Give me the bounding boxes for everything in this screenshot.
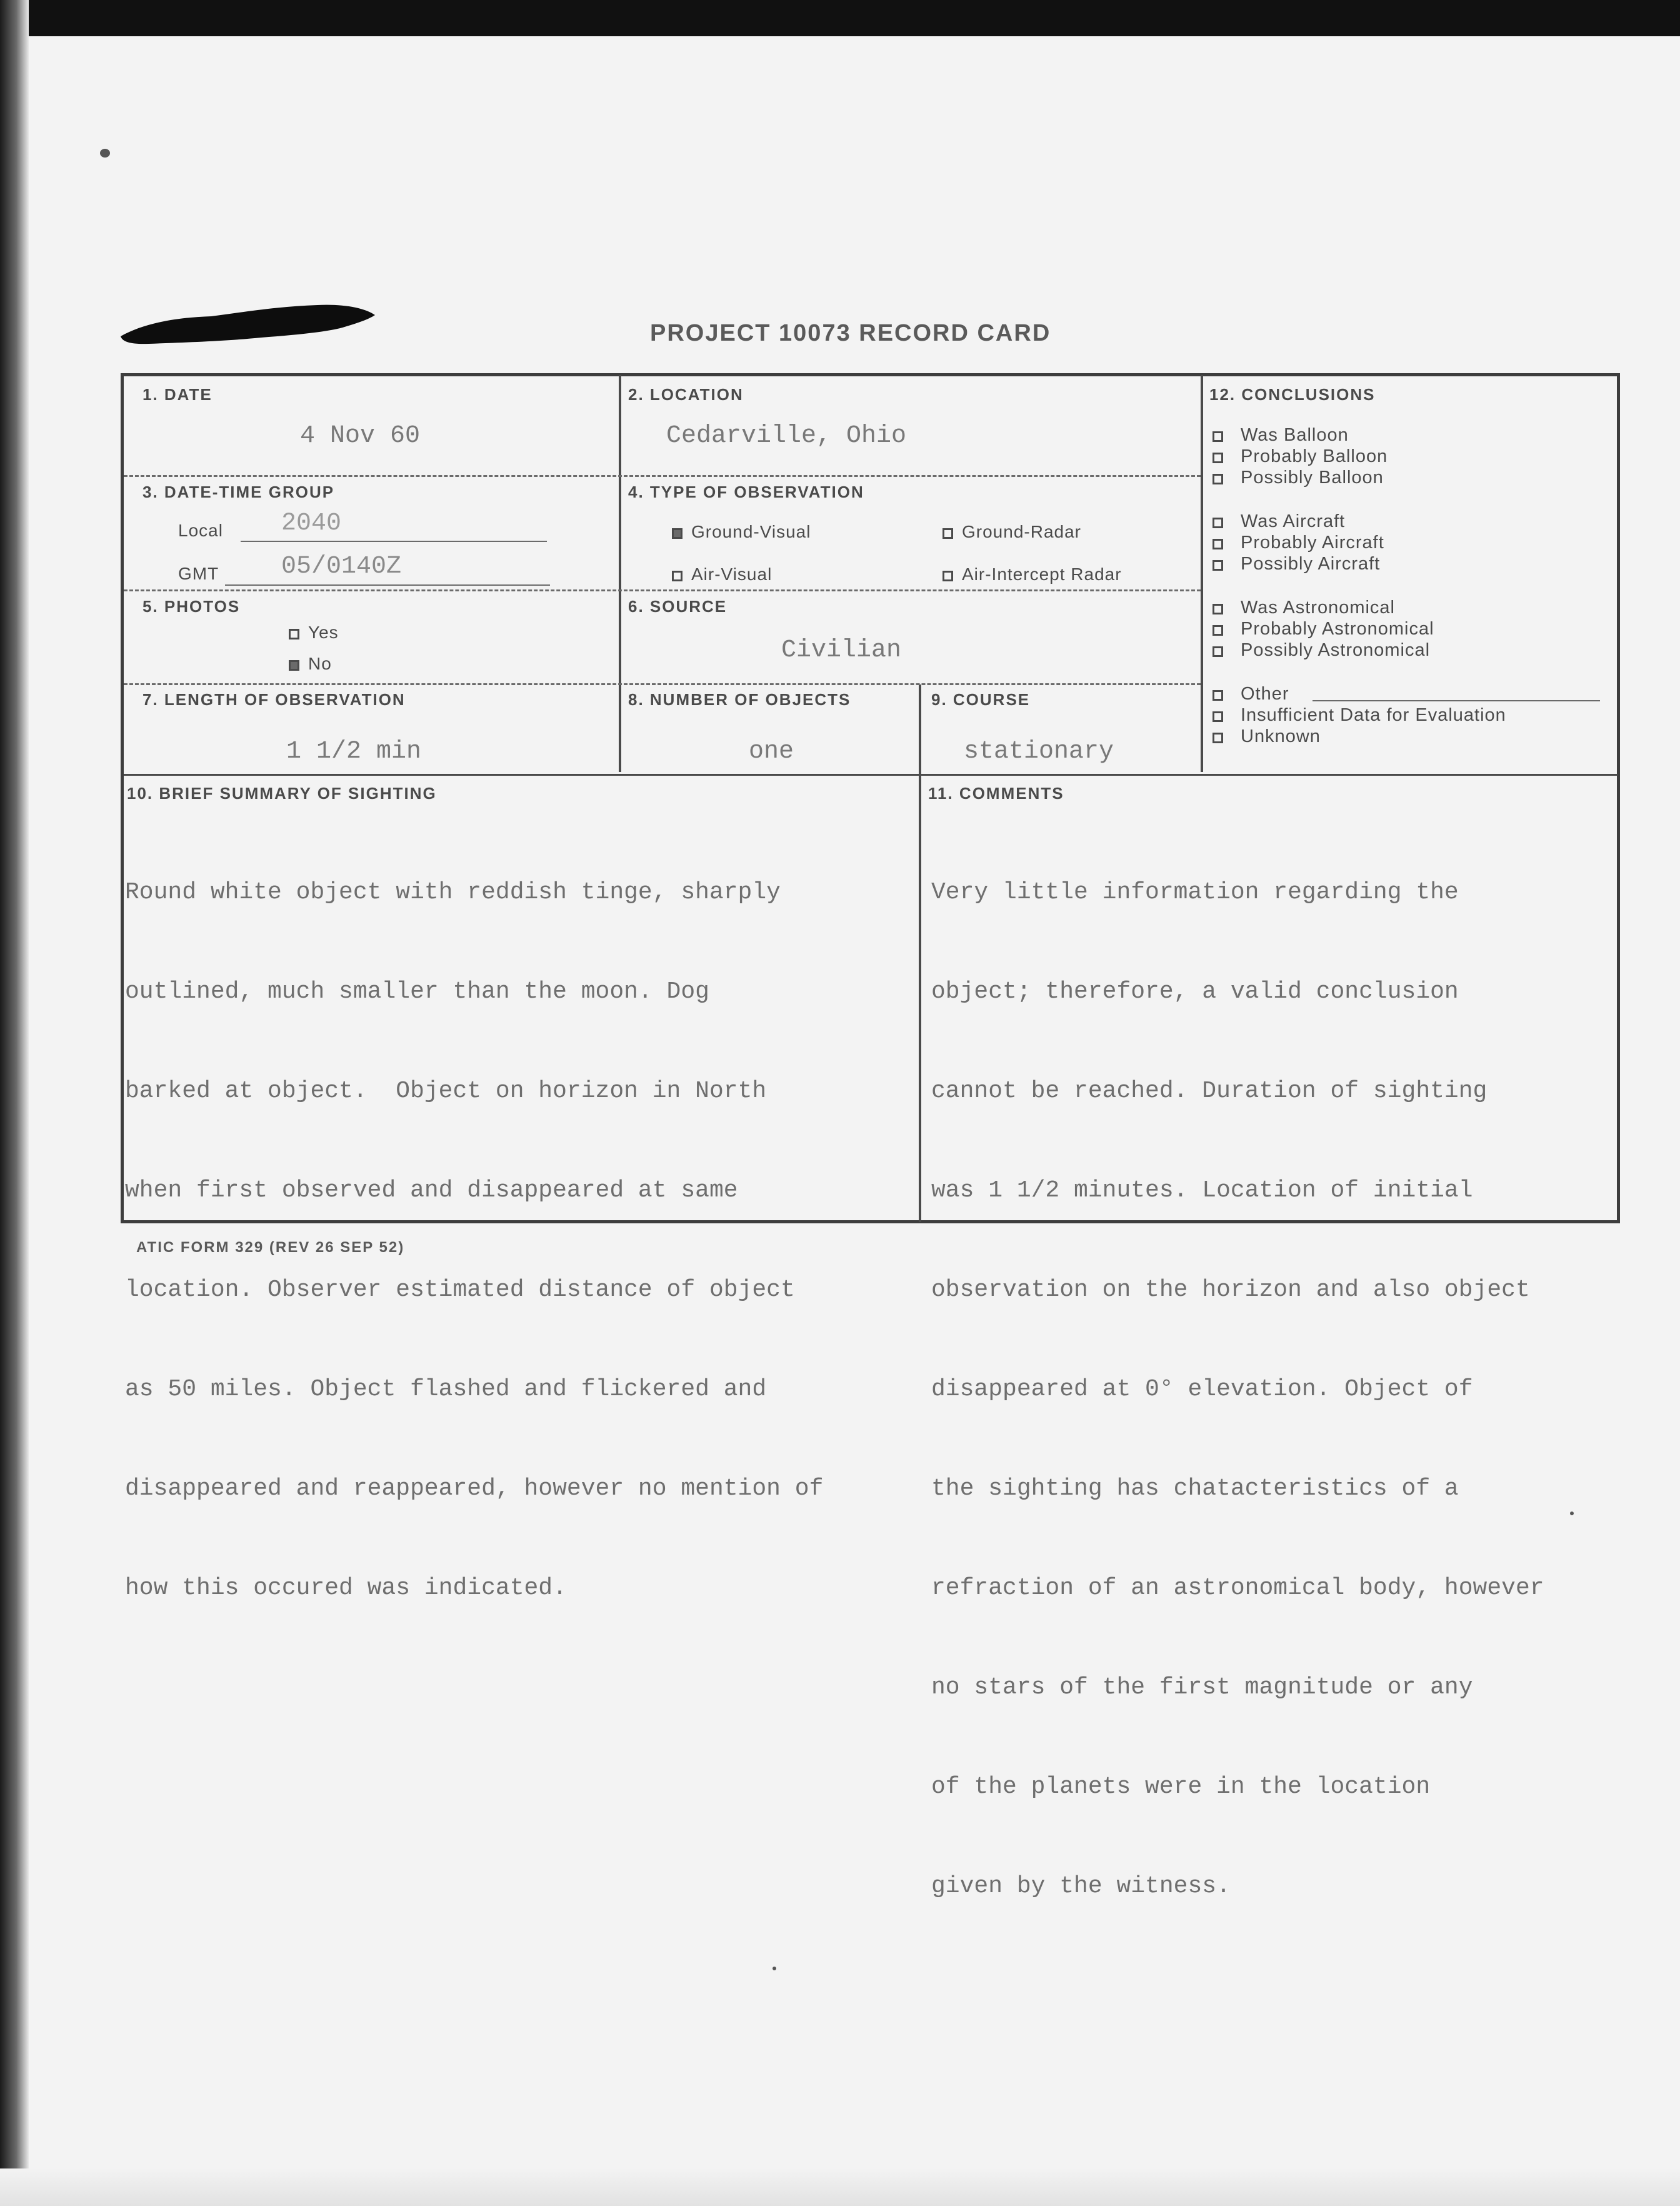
summary-line: Round white object with reddish tinge, sharply	[125, 879, 781, 906]
option-ground-radar[interactable]: Ground-Radar	[942, 522, 1081, 542]
option-photos-yes[interactable]: Yes	[289, 623, 339, 643]
comments-line: was 1 1/2 minutes. Location of initial	[931, 1177, 1473, 1204]
checkbox-icon	[1212, 711, 1223, 722]
comments-line: refraction of an astronomical body, however	[931, 1575, 1544, 1602]
summary-line: outlined, much smaller than the moon. Dog	[125, 978, 709, 1005]
conclusion-probably-balloon[interactable]: Probably Balloon	[1212, 446, 1388, 467]
summary-label: 10. BRIEF SUMMARY OF SIGHTING	[127, 784, 437, 803]
checkbox-icon	[289, 629, 299, 639]
checkbox-icon	[672, 571, 682, 581]
local-time-value: 2040	[281, 509, 342, 538]
conclusions-label: 12. CONCLUSIONS	[1209, 385, 1376, 404]
checkbox-icon	[1212, 604, 1223, 614]
source-value: Civilian	[781, 636, 902, 664]
conclusion-insufficient-data[interactable]: Insufficient Data for Evaluation	[1212, 705, 1506, 726]
checkbox-checked-icon	[672, 528, 682, 539]
grid-line	[124, 589, 1201, 591]
local-time-label: Local	[178, 521, 223, 540]
comments-line: no stars of the first magnitude or any	[931, 1674, 1473, 1701]
checkbox-icon	[1212, 625, 1223, 636]
conclusion-possibly-astronomical[interactable]: Possibly Astronomical	[1212, 640, 1430, 661]
summary-line: location. Observer estimated distance of object	[125, 1276, 795, 1303]
comments-label: 11. COMMENTS	[928, 784, 1064, 803]
comments-line: disappeared at 0° elevation. Object of	[931, 1376, 1473, 1403]
grid-line	[1201, 375, 1203, 772]
conclusion-unknown[interactable]: Unknown	[1212, 726, 1321, 747]
grid-line	[124, 683, 1201, 685]
checkbox-icon	[942, 528, 953, 539]
checkbox-icon	[1212, 690, 1223, 701]
grid-line	[124, 475, 1201, 477]
summary-line: when first observed and disappeared at same	[125, 1177, 738, 1204]
checkbox-icon	[942, 571, 953, 581]
summary-text	[125, 810, 823, 1638]
checkbox-icon	[1212, 474, 1223, 484]
length-of-observation-value: 1 1/2 min	[286, 738, 422, 766]
gmt-label: GMT	[178, 564, 219, 583]
summary-line: barked at object. Object on horizon in North	[125, 1078, 767, 1105]
course-value: stationary	[964, 738, 1114, 766]
comments-line: given by the witness.	[931, 1873, 1231, 1900]
course-label: 9. COURSE	[931, 690, 1031, 709]
date-time-group-label: 3. DATE-TIME GROUP	[142, 483, 335, 501]
scan-bottom-edge	[0, 2168, 1680, 2206]
comments-line: the sighting has chatacteristics of a	[931, 1475, 1459, 1502]
checkbox-icon	[1212, 733, 1223, 743]
conclusion-was-aircraft[interactable]: Was Aircraft	[1212, 511, 1345, 532]
conclusion-probably-aircraft[interactable]: Probably Aircraft	[1212, 533, 1384, 553]
location-label: 2. LOCATION	[628, 385, 744, 404]
conclusion-possibly-balloon[interactable]: Possibly Balloon	[1212, 468, 1384, 488]
number-of-objects-value: one	[749, 738, 794, 766]
summary-line: how this occured was indicated.	[125, 1575, 567, 1602]
checkbox-icon	[1212, 646, 1223, 657]
option-air-visual[interactable]: Air-Visual	[672, 564, 772, 584]
conclusion-was-astronomical[interactable]: Was Astronomical	[1212, 598, 1395, 618]
scan-top-border	[0, 0, 1680, 36]
grid-line	[124, 774, 1618, 776]
gmt-value: 05/0140Z	[281, 553, 402, 581]
form-id: ATIC FORM 329 (REV 26 SEP 52)	[136, 1239, 405, 1256]
type-of-observation-label: 4. TYPE OF OBSERVATION	[628, 483, 864, 501]
other-fill-line	[1312, 700, 1600, 701]
grid-line	[919, 684, 921, 1222]
date-label: 1. DATE	[142, 385, 212, 404]
grid-line	[619, 375, 621, 772]
card-title: PROJECT 10073 RECORD CARD	[650, 320, 1051, 346]
gmt-line	[225, 584, 550, 586]
comments-line: Very little information regarding the	[931, 879, 1459, 906]
option-ground-visual[interactable]: Ground-Visual	[672, 522, 811, 542]
dust-speck	[772, 1967, 776, 1970]
option-photos-no[interactable]: No	[289, 654, 332, 674]
photos-label: 5. PHOTOS	[142, 597, 241, 616]
comments-line: observation on the horizon and also object	[931, 1276, 1530, 1303]
dust-speck	[100, 149, 110, 158]
checkbox-icon	[1212, 431, 1223, 442]
checkbox-checked-icon	[289, 660, 299, 671]
redaction-mark	[118, 299, 380, 352]
location-value: Cedarville, Ohio	[666, 422, 907, 450]
option-air-intercept-radar[interactable]: Air-Intercept Radar	[942, 564, 1122, 584]
checkbox-icon	[1212, 453, 1223, 463]
checkbox-icon	[1212, 518, 1223, 528]
comments-text	[931, 810, 1544, 1936]
conclusion-possibly-aircraft[interactable]: Possibly Aircraft	[1212, 554, 1380, 574]
checkbox-icon	[1212, 539, 1223, 549]
summary-line: disappeared and reappeared, however no mention of	[125, 1475, 824, 1502]
conclusion-was-balloon[interactable]: Was Balloon	[1212, 425, 1349, 446]
comments-line: object; therefore, a valid conclusion	[931, 978, 1459, 1005]
length-of-observation-label: 7. LENGTH OF OBSERVATION	[142, 690, 406, 709]
dust-speck	[1570, 1512, 1574, 1515]
scan-left-edge	[0, 0, 29, 2206]
local-time-line	[241, 541, 547, 542]
date-value: 4 Nov 60	[300, 422, 421, 450]
checkbox-icon	[1212, 560, 1223, 571]
conclusion-probably-astronomical[interactable]: Probably Astronomical	[1212, 619, 1434, 639]
comments-line: of the planets were in the location	[931, 1773, 1431, 1800]
conclusion-other[interactable]: Other	[1212, 684, 1289, 704]
summary-line: as 50 miles. Object flashed and flickered and	[125, 1376, 767, 1403]
comments-line: cannot be reached. Duration of sighting	[931, 1078, 1488, 1105]
number-of-objects-label: 8. NUMBER OF OBJECTS	[628, 690, 851, 709]
source-label: 6. SOURCE	[628, 597, 728, 616]
